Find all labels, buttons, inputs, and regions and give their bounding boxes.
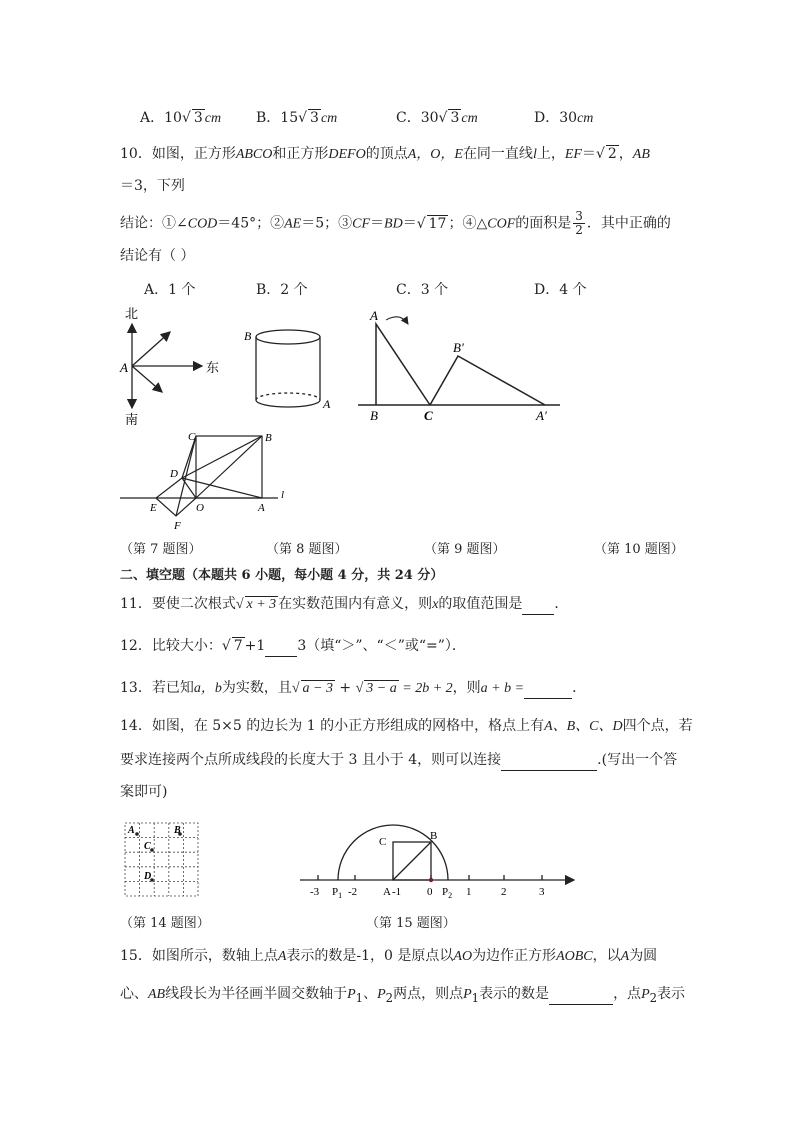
- q10-line3: 结论：①∠COD＝45°；②AE＝5；③CF＝BD＝√ 17 ；④△COF的面积是 $\frac{3}{2}$ ．其中正确的: [120, 209, 671, 237]
- q15-line2: 心、AB线段长为半径画半圆交数轴于$P_1$、$P_2$两点，则点$P_1$表示的数是 ，点$P_2$表示: [120, 986, 686, 1005]
- q10-option-a: A．1 个: [144, 282, 196, 298]
- q14-line2: 要求连接两个点所成线段的长度大于 3 且小于 4，则可以连接 .(写出一个答: [120, 750, 677, 771]
- figures-7-10: [0, 300, 794, 540]
- fig10-label-f: F: [174, 520, 181, 532]
- q14-line3: 案即可): [120, 784, 168, 800]
- fig10-label-b: B: [265, 432, 272, 444]
- sqrt-symbol: √ 17: [416, 215, 447, 232]
- q10-option-b: B．2 个: [256, 282, 308, 298]
- q9-option-a-letter: A．: [140, 110, 165, 126]
- q9-option-a: A．10√ 3 cm: [140, 110, 222, 126]
- fig14-label-b: B: [174, 825, 181, 836]
- q10-line1: 10．如图，正方形ABCO和正方形DEFO的顶点A，O，E在同一直线l上，EF＝√ 2 ，AB: [120, 146, 650, 162]
- fig9-label-c: C: [424, 408, 433, 423]
- figure-9-triangles: [358, 317, 560, 405]
- caption-fig8: （第 8 题图）: [266, 542, 348, 557]
- origin-point: [429, 878, 433, 882]
- fig9-label-b: B: [370, 408, 378, 423]
- q11: 11．要使二次根式√ x + 3 在实数范围内有意义，则x的取值范围是 ．: [120, 594, 568, 615]
- fig8-label-b: B: [244, 329, 252, 343]
- caption-fig15: （第 15 题图）: [366, 916, 456, 931]
- q10-line2: ＝3，下列: [120, 178, 185, 194]
- answer-blank[interactable]: [524, 678, 572, 699]
- sqrt-symbol: √ 3 − a: [355, 681, 397, 696]
- q9-option-d: D．30cm: [534, 110, 594, 126]
- fig14-label-c: C: [144, 841, 151, 852]
- label-south: 南: [125, 412, 139, 427]
- fig15-label-b: B: [430, 830, 438, 842]
- fig10-label-o: O: [196, 502, 204, 514]
- answer-blank[interactable]: [501, 750, 597, 771]
- tick-1: 1: [466, 886, 472, 898]
- fig10-label-a: A: [258, 502, 265, 514]
- q10-line4: 结论有（ ）: [120, 248, 195, 264]
- fig9-label-a: A: [370, 308, 378, 323]
- tick-neg1: -1: [392, 886, 402, 898]
- fig14-label-d: D: [144, 871, 152, 882]
- label-east: 东: [206, 360, 220, 375]
- fig14-label-a: A: [128, 825, 135, 836]
- grid-point-c: [150, 848, 154, 852]
- tick-p1: $P_1$: [332, 886, 343, 900]
- caption-fig14: （第 14 题图）: [120, 916, 210, 931]
- ne-arrow: [132, 332, 170, 366]
- fig10-label-l: l: [281, 489, 285, 501]
- q13: 13．若已知a，b为实数，且√ a − 3 + √ 3 − a = 2b + 2，则a + b = ．: [120, 678, 586, 699]
- fig9-label-a-prime: A′: [536, 408, 547, 423]
- q15-line1: 15．如图所示，数轴上点A表示的数是-1，0 是原点以AO为边作正方形AOBC，以A为圆: [120, 948, 658, 964]
- label-a: A: [120, 360, 128, 375]
- tick-a: A: [383, 886, 391, 898]
- figures-14-15: [0, 810, 794, 910]
- sqrt-symbol: √ 2: [595, 146, 617, 162]
- fig8-label-a: A: [323, 397, 331, 411]
- caption-fig10: （第 10 题图）: [594, 542, 684, 557]
- figure-8-cylinder: [256, 330, 320, 407]
- tick-neg3: -3: [310, 886, 320, 898]
- sqrt-symbol: √ x + 3: [235, 597, 277, 612]
- sqrt-symbol: √ 3: [181, 110, 203, 126]
- caption-fig7: （第 7 题图）: [120, 542, 202, 557]
- q10-option-c: C．3 个: [396, 282, 449, 298]
- fig15-label-c: C: [379, 836, 387, 848]
- sqrt-symbol: √ 3: [298, 110, 319, 126]
- fig10-label-e: E: [150, 502, 157, 514]
- answer-blank[interactable]: [522, 594, 554, 615]
- q9-option-c: C．30√ 3 cm: [396, 110, 478, 126]
- sqrt-symbol: √ 3: [438, 110, 460, 126]
- grid-point-a: [135, 832, 139, 836]
- sqrt-symbol: √ a − 3: [291, 681, 333, 696]
- figure-7-compass: [132, 324, 202, 408]
- caption-fig9: （第 9 题图）: [424, 542, 506, 557]
- answer-blank[interactable]: [549, 984, 613, 1005]
- fig9-label-b-prime: B′: [453, 340, 464, 355]
- fig10-label-c: C: [188, 431, 196, 443]
- fig10-label-d: D: [170, 468, 178, 480]
- tick-2: 2: [501, 886, 507, 898]
- tick-3: 3: [539, 886, 545, 898]
- q14-line1: 14．如图，在 5×5 的边长为 1 的小正方形组成的网格中，格点上有A、B、C、D四个点，若: [120, 718, 693, 734]
- q12: 12．比较大小：√ 7 +1 3（填“＞”、“＜”或“=”）．: [120, 636, 466, 657]
- sqrt-symbol: √ 7: [221, 638, 243, 654]
- q10-option-d: D．4 个: [534, 282, 587, 298]
- q9-option-b: B．15√ 3 cm: [256, 110, 338, 126]
- answer-blank[interactable]: [265, 636, 297, 657]
- tick-neg2: -2: [348, 886, 358, 898]
- fraction: $\frac{3}{2}$: [575, 209, 583, 237]
- label-north: 北: [125, 306, 139, 321]
- se-arrow: [132, 366, 162, 392]
- section-2-title: 二、填空题（本题共 6 小题，每小题 4 分，共 24 分）: [120, 568, 444, 583]
- tick-0: 0: [427, 886, 433, 898]
- tick-p2: $P_2$: [442, 886, 453, 900]
